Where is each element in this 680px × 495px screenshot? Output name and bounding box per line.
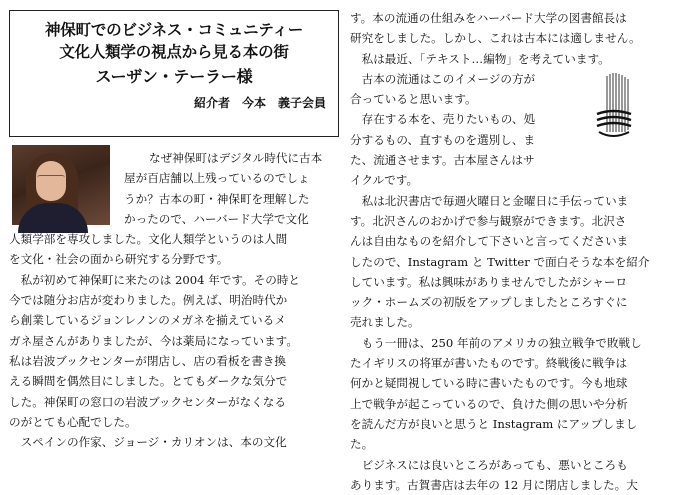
- body-line: 存在する本を、売りたいもの、処: [350, 112, 536, 127]
- body-line: 売れました。: [350, 315, 420, 330]
- speaker-name: スーザン・テーラー様: [95, 67, 253, 86]
- body-line: 合っていると思います。: [350, 92, 477, 107]
- body-line: 私は岩波ブックセンターが閉店し、店の看板を書き換: [9, 353, 286, 368]
- woven-scroll-icon: [593, 70, 633, 150]
- body-line: た、流通させます。古本屋さんはサ: [350, 153, 535, 168]
- body-line: んは自由なものを紹介して下さいと言ってくださいま: [350, 234, 629, 249]
- body-line: あります。古賀書店は去年の 12 月に閉店しました。大: [350, 477, 638, 492]
- body-line: しています。私は興味がありませんでしたがシャーロ: [350, 274, 628, 289]
- body-line: したので、Instagram と Twitter で面白そうな本を紹介: [350, 254, 650, 269]
- left-column: [9, 10, 339, 137]
- body-line: 研究をしました。しかし、これは古本には適しません。: [350, 31, 641, 46]
- body-line: 分するもの、直すものを選別し、ま: [350, 132, 536, 147]
- body-line: かったので、ハーバード大学で文化: [124, 211, 309, 226]
- body-line: す。本の流通の仕組みをハーバード大学の図書館長は: [350, 11, 627, 25]
- body-line: 屋が百店舗以上残っているのでしょ: [124, 171, 310, 186]
- body-line: スペインの作家、ジョージ・カリオンは、本の文化: [9, 435, 287, 450]
- body-line: たイギリスの将軍が書いたものです。終戦後に戦争は: [350, 356, 628, 371]
- body-line: た。: [350, 437, 374, 452]
- body-line: 私は北沢書店で毎週火曜日と金曜日に手伝っていま: [350, 193, 629, 208]
- body-line: した。神保町の窓口の岩波ブックセンターがなくなる: [9, 394, 286, 409]
- body-line: 古本の流通はこのイメージの方が: [350, 71, 536, 86]
- left-body-text: [9, 148, 339, 452]
- body-line: える瞬間を偶然目にしました。とてもダークな気分で: [9, 374, 288, 389]
- body-line: もう一冊は、250 年前のアメリカの独立戦争で敗戦し: [350, 335, 642, 350]
- body-line: なぜ神保町はデジタル時代に古本: [149, 151, 323, 165]
- body-line: 私は最近、「テキスト…編物」を考えています。: [350, 51, 610, 66]
- body-line: 私が初めて神保町に来たのは 2004 年です。その時と: [9, 272, 301, 287]
- body-line: を読んだ方が良いと思うと Instagram にアップしまし: [350, 416, 638, 431]
- body-line: イクルです。: [350, 173, 419, 188]
- body-line: ビジネスには良いところがあっても、悪いところも: [350, 457, 628, 472]
- title-box: [9, 10, 339, 137]
- body-line: す。北沢さんのおかげで参与観察ができます。北沢さ: [350, 213, 627, 228]
- body-line: ック・ホームズの初版をアップしましたところすぐに: [350, 295, 628, 310]
- body-line: うか？古本の町・神保町を理解した: [124, 191, 310, 206]
- body-line: 何かと疑問視している時に書いたものです。今も地球: [350, 376, 628, 391]
- introducer-byline: 紹介者 今本 義子会員: [193, 96, 326, 110]
- body-line: 上で戦争が起こっているので、負けた側の思いや分析: [350, 396, 628, 411]
- article-title-line-2: 文化人類学の視点から見る本の街: [59, 43, 289, 61]
- article-title-line-1: 神保町でのビジネス・コミュニティー: [44, 21, 304, 39]
- body-line: ら創業しているジョンレノンのメガネを揃えているメ: [9, 313, 286, 328]
- body-line: ガネ屋さんがありましたが、今は薬局になっています。: [9, 333, 298, 348]
- body-line: 今では随分お店が変わりました。例えば、明治時代か: [9, 293, 288, 308]
- body-line: のがとても心配でした。: [9, 414, 137, 429]
- body-line: を文化・社会の面から研究する分野です。: [9, 252, 229, 267]
- body-line: 人類学部を専攻しました。文化人類学というのは人間: [9, 232, 288, 247]
